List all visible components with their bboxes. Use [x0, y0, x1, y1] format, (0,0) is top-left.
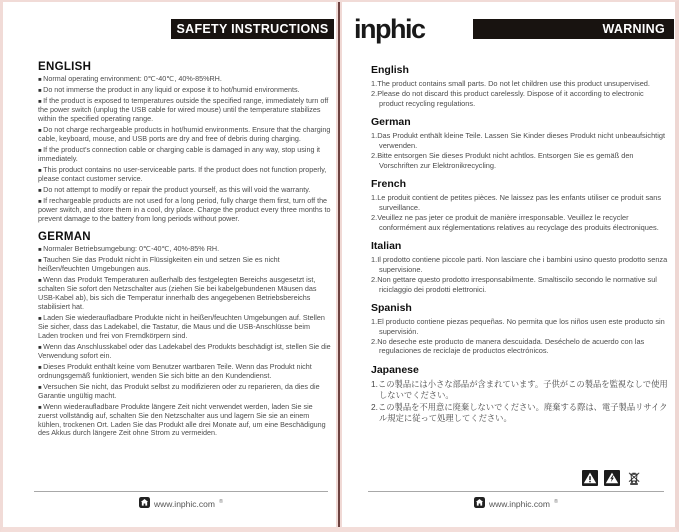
section-title: Japanese: [371, 363, 419, 376]
bullet-item: ■ Dieses Produkt enthält keine vom Benutzer wartbaren Teile. Wenn das Produkt nicht ordnungsgemäß funktioniert, wenden Sie sich bitte an den Kundendienst.: [38, 363, 331, 381]
section-title: Spanish: [371, 302, 412, 315]
footer-divider: [34, 491, 328, 492]
website-url: www.inphic.com: [489, 498, 550, 509]
section-title: French: [371, 178, 407, 191]
bullet-item: ■ Tauchen Sie das Produkt nicht in Flüssigkeiten ein und setzen Sie es nicht heißen/feuchten Umgebungen aus.: [38, 256, 331, 274]
left-sections: [38, 54, 331, 440]
home-icon: [474, 497, 485, 510]
left-footer: [34, 491, 328, 510]
section-title: Italian: [371, 240, 402, 253]
numbered-item: この製品には小さな部品が含まれています。子供がこの製品を監視なしで使用しないでください。: [377, 378, 668, 400]
right-sections: [371, 56, 670, 425]
weee-crossed-bin-icon: [626, 470, 642, 486]
bullet-item: ■ Wenn das Produkt Temperaturen außerhalb des festgelegten Bereichs ausgesetzt ist, schalten Sie sofort den Netzschalter aus (ziehen Sie bei kabelgebundenen Mäusen das USB-Kabel ab), bis sich die Temperatur innerhalb des angegebenen Betriebsbereichs stabilisiert hat.: [38, 276, 331, 312]
numbered-list: [371, 79, 670, 108]
bullet-item: ■ Versuchen Sie nicht, das Produkt selbst zu modifizieren oder zu reparieren, da dies die Garantie ungültig macht.: [38, 383, 331, 401]
numbered-item: Le produit contient de petites pièces. Ne laissez pas les enfants utiliser ce produit sans surveillance.: [377, 193, 662, 212]
numbered-item: The product contains small parts. Do not let children use this product unsupervised.: [377, 79, 650, 88]
website-trademark: ®: [553, 498, 558, 505]
caution-exclamation-icon: [582, 470, 598, 486]
bullet-item: ■ Laden Sie wiederaufladbare Produkte nicht in heißen/feuchten Umgebungen auf. Stellen Sie sicher, dass das Ladekabel, die Tastatur, die Maus und die USB-Anschlüsse beim Laden trocken und frei von Fremdkörpern sind.: [38, 314, 331, 341]
numbered-item: Veuillez ne pas jeter ce produit de manière irresponsable. Veuillez le recycler conformément aux réglementations relatives au recyclage des produits électroniques.: [377, 213, 659, 232]
numbered-list: [371, 131, 670, 170]
right-footer: [368, 491, 664, 510]
numbered-item: El producto contiene piezas pequeñas. No permita que los niños usen este producto sin supervisión.: [377, 317, 665, 336]
section-title: ENGLISH: [38, 61, 92, 73]
bullet-item: ■ If the product is exposed to temperatures outside the specified range, immediately turn off the power switch (unplug the USB cable for wired mouse) until the temperature stabilizes within the specified operating range.: [38, 97, 331, 124]
numbered-item: Il prodotto contiene piccole parti. Non lasciare che i bambini usino questo prodotto senza supervisione.: [377, 255, 668, 274]
website-trademark: ®: [218, 498, 223, 505]
section-title: GERMAN: [38, 231, 91, 244]
safety-instructions-header: SAFETY INSTRUCTIONS: [171, 19, 334, 39]
section-title: English: [371, 64, 409, 76]
numbered-list: [371, 379, 670, 424]
electric-shock-icon: [604, 470, 620, 486]
page-warning: [344, 4, 678, 522]
inphic-logo: inphic: [354, 14, 425, 44]
numbered-list: [371, 255, 670, 294]
bullet-item: ■ Do not charge rechargeable products in hot/humid environments. Ensure that the charging cable, keyboard, mouse, and USB ports are dry and free of debris during charging.: [38, 126, 331, 144]
home-icon: [139, 497, 150, 510]
bullet-item: ■ This product contains no user-serviceable parts. If the product does not function properly, please contact customer service.: [38, 166, 331, 184]
bullet-item: ■ Do not attempt to modify or repair the product yourself, as this will void the warranty.: [38, 186, 331, 195]
safety-symbols: [582, 470, 642, 486]
numbered-item: Das Produkt enthält kleine Teile. Lassen Sie Kinder dieses Produkt nicht unbeaufsichtigt verwenden.: [377, 131, 666, 150]
numbered-list: [371, 317, 670, 356]
numbered-list: [371, 193, 670, 232]
warning-header: WARNING: [473, 19, 674, 39]
numbered-item: この製品を不用意に廃棄しないでください。廃棄する際は、電子製品リサイクル規定に従って処理してください。: [377, 401, 668, 423]
bullet-item: ■ Wenn das Anschlusskabel oder das Ladekabel des Produkts beschädigt ist, stellen Sie die Verwendung sofort ein.: [38, 343, 331, 361]
numbered-item: Please do not discard this product carelessly. Dispose of it according to electronic product recycling regulations.: [377, 89, 644, 108]
numbered-item: Bitte entsorgen Sie dieses Produkt nicht achtlos. Entsorgen Sie es gemäß den Vorschriften zur Elektronikrecycling.: [377, 151, 634, 170]
page-safety-instructions: [6, 4, 338, 522]
bullet-item: ■ If the product's connection cable or charging cable is damaged in any way, stop using it immediately.: [38, 146, 331, 164]
bullet-item: ■ If rechargeable products are not used for a long period, fully charge them first, turn off the power switch, and store them in a cool, dry place. Charge the product every three months to prevent damage to the battery from long periods without power.: [38, 197, 331, 224]
center-fold-divider: [338, 2, 340, 527]
numbered-item: Non gettare questo prodotto irresponsabilmente. Smaltiscilo secondo le normative sul riciclaggio dei prodotti elettronici.: [377, 275, 657, 294]
numbered-item: No deseche este producto de manera descuidada. Deséchelo de acuerdo con las regulaciones de reciclaje de productos electrónicos.: [377, 336, 645, 356]
section-title: German: [371, 116, 411, 129]
website-url: www.inphic.com: [154, 498, 215, 509]
bullet-item: ■ Normal operating environment: 0℃-40℃, 40%-85%RH.: [38, 75, 331, 84]
footer-divider: [368, 491, 664, 492]
bullet-item: ■ Do not immerse the product in any liquid or expose it to hot/humid environments.: [38, 86, 331, 95]
bullet-item: ■ Wenn wiederaufladbare Produkte längere Zeit nicht verwendet werden, laden Sie sie zuerst vollständig auf, schalten Sie den Netzschalter aus und lagern Sie sie an einem kühlen, trockenen Ort. Laden Sie das Produkt alle drei Monate auf, um eine Beschädigung des Akkus durch längere Zeit ohne Strom zu vermeiden.: [38, 403, 331, 439]
bullet-item: ■ Normaler Betriebsumgebung: 0℃-40℃, 40%-85% RH.: [38, 245, 331, 254]
